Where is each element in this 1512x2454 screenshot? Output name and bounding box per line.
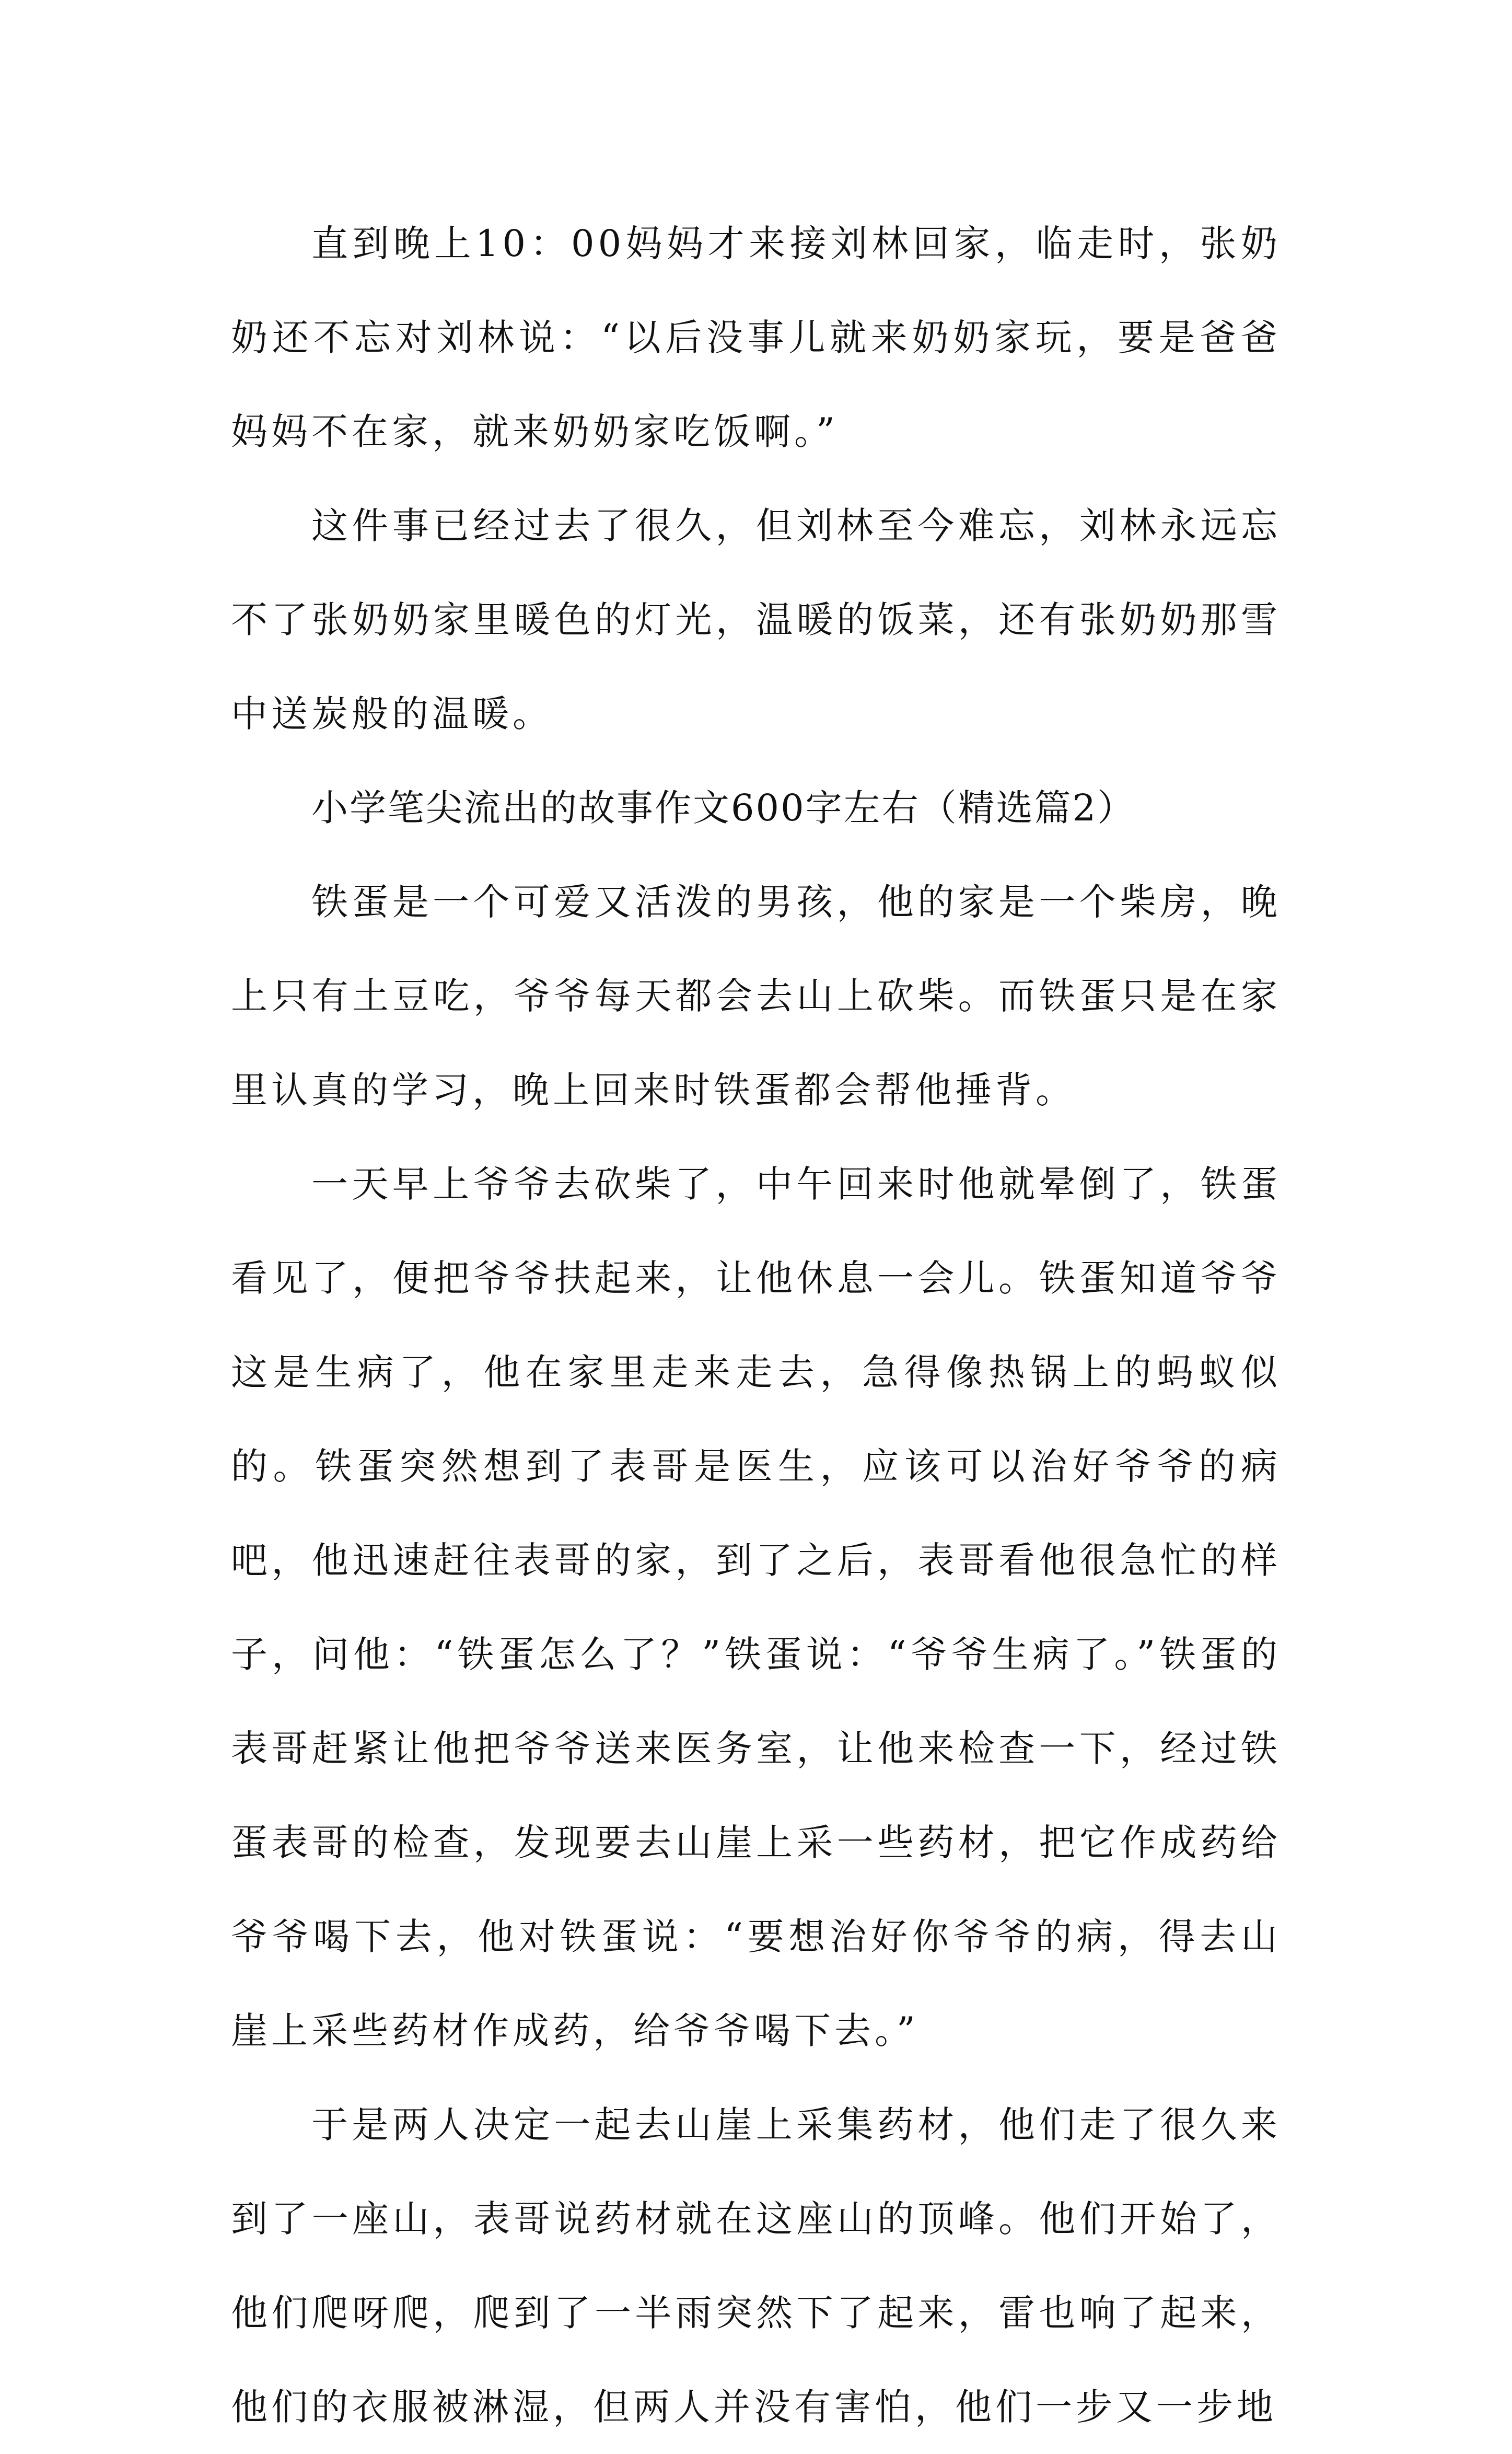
paragraph: 于是两人决定一起去山崖上采集药材，他们走了很久来到了一座山，表哥说药材就在这座山的顶峰。他们开始了，他们爬呀爬，爬到了一半雨突然下了起来，雷也响了起来，他们的衣服被淋湿，但两人并没有害怕，他们一步又一步地	[231, 2103, 1281, 2428]
paragraph: 一天早上爷爷去砍柴了，中午回来时他就晕倒了，铁蛋看见了，便把爷爷扶起来，让他休息一会儿。铁蛋知道爷爷这是生病了，他在家里走来走去，急得像热锅上的蚂蚁似的。铁蛋突然想到了表哥是医生，应该可以治好爷爷的病吧，他迅速赶往表哥的家，到了之后，表哥看他很急忙的样子，问他：“铁蛋怎么了？”铁蛋说：“爷爷生病了。”铁蛋的表哥赶紧让他把爷爷送来医务室，让他来检查一下，经过铁蛋表哥的检查，发现要去山崖上采一些药材，把它作成药给爷爷喝下去，他对铁蛋说：“要想治好你爷爷的病，得去山崖上采些药材作成药，给爷爷喝下去。”	[231, 1163, 1281, 2052]
paragraph: 铁蛋是一个可爱又活泼的男孩，他的家是一个柴房，晚上只有土豆吃，爷爷每天都会去山上砍柴。而铁蛋只是在家里认真的学习，晚上回来时铁蛋都会帮他捶背。	[231, 881, 1281, 1112]
paragraph: 直到晚上10：00妈妈才来接刘林回家，临走时，张奶奶还不忘对刘林说：“以后没事儿就来奶奶家玩，要是爸爸妈妈不在家，就来奶奶家吃饭啊。”	[231, 222, 1281, 453]
section-title: 小学笔尖流出的故事作文600字左右（精选篇2）	[311, 786, 1136, 829]
document-body	[231, 196, 1281, 2454]
paragraph: 这件事已经过去了很久，但刘林至今难忘，刘林永远忘不了张奶奶家里暖色的灯光，温暖的饭菜，还有张奶奶那雪中送炭般的温暖。	[231, 504, 1281, 735]
